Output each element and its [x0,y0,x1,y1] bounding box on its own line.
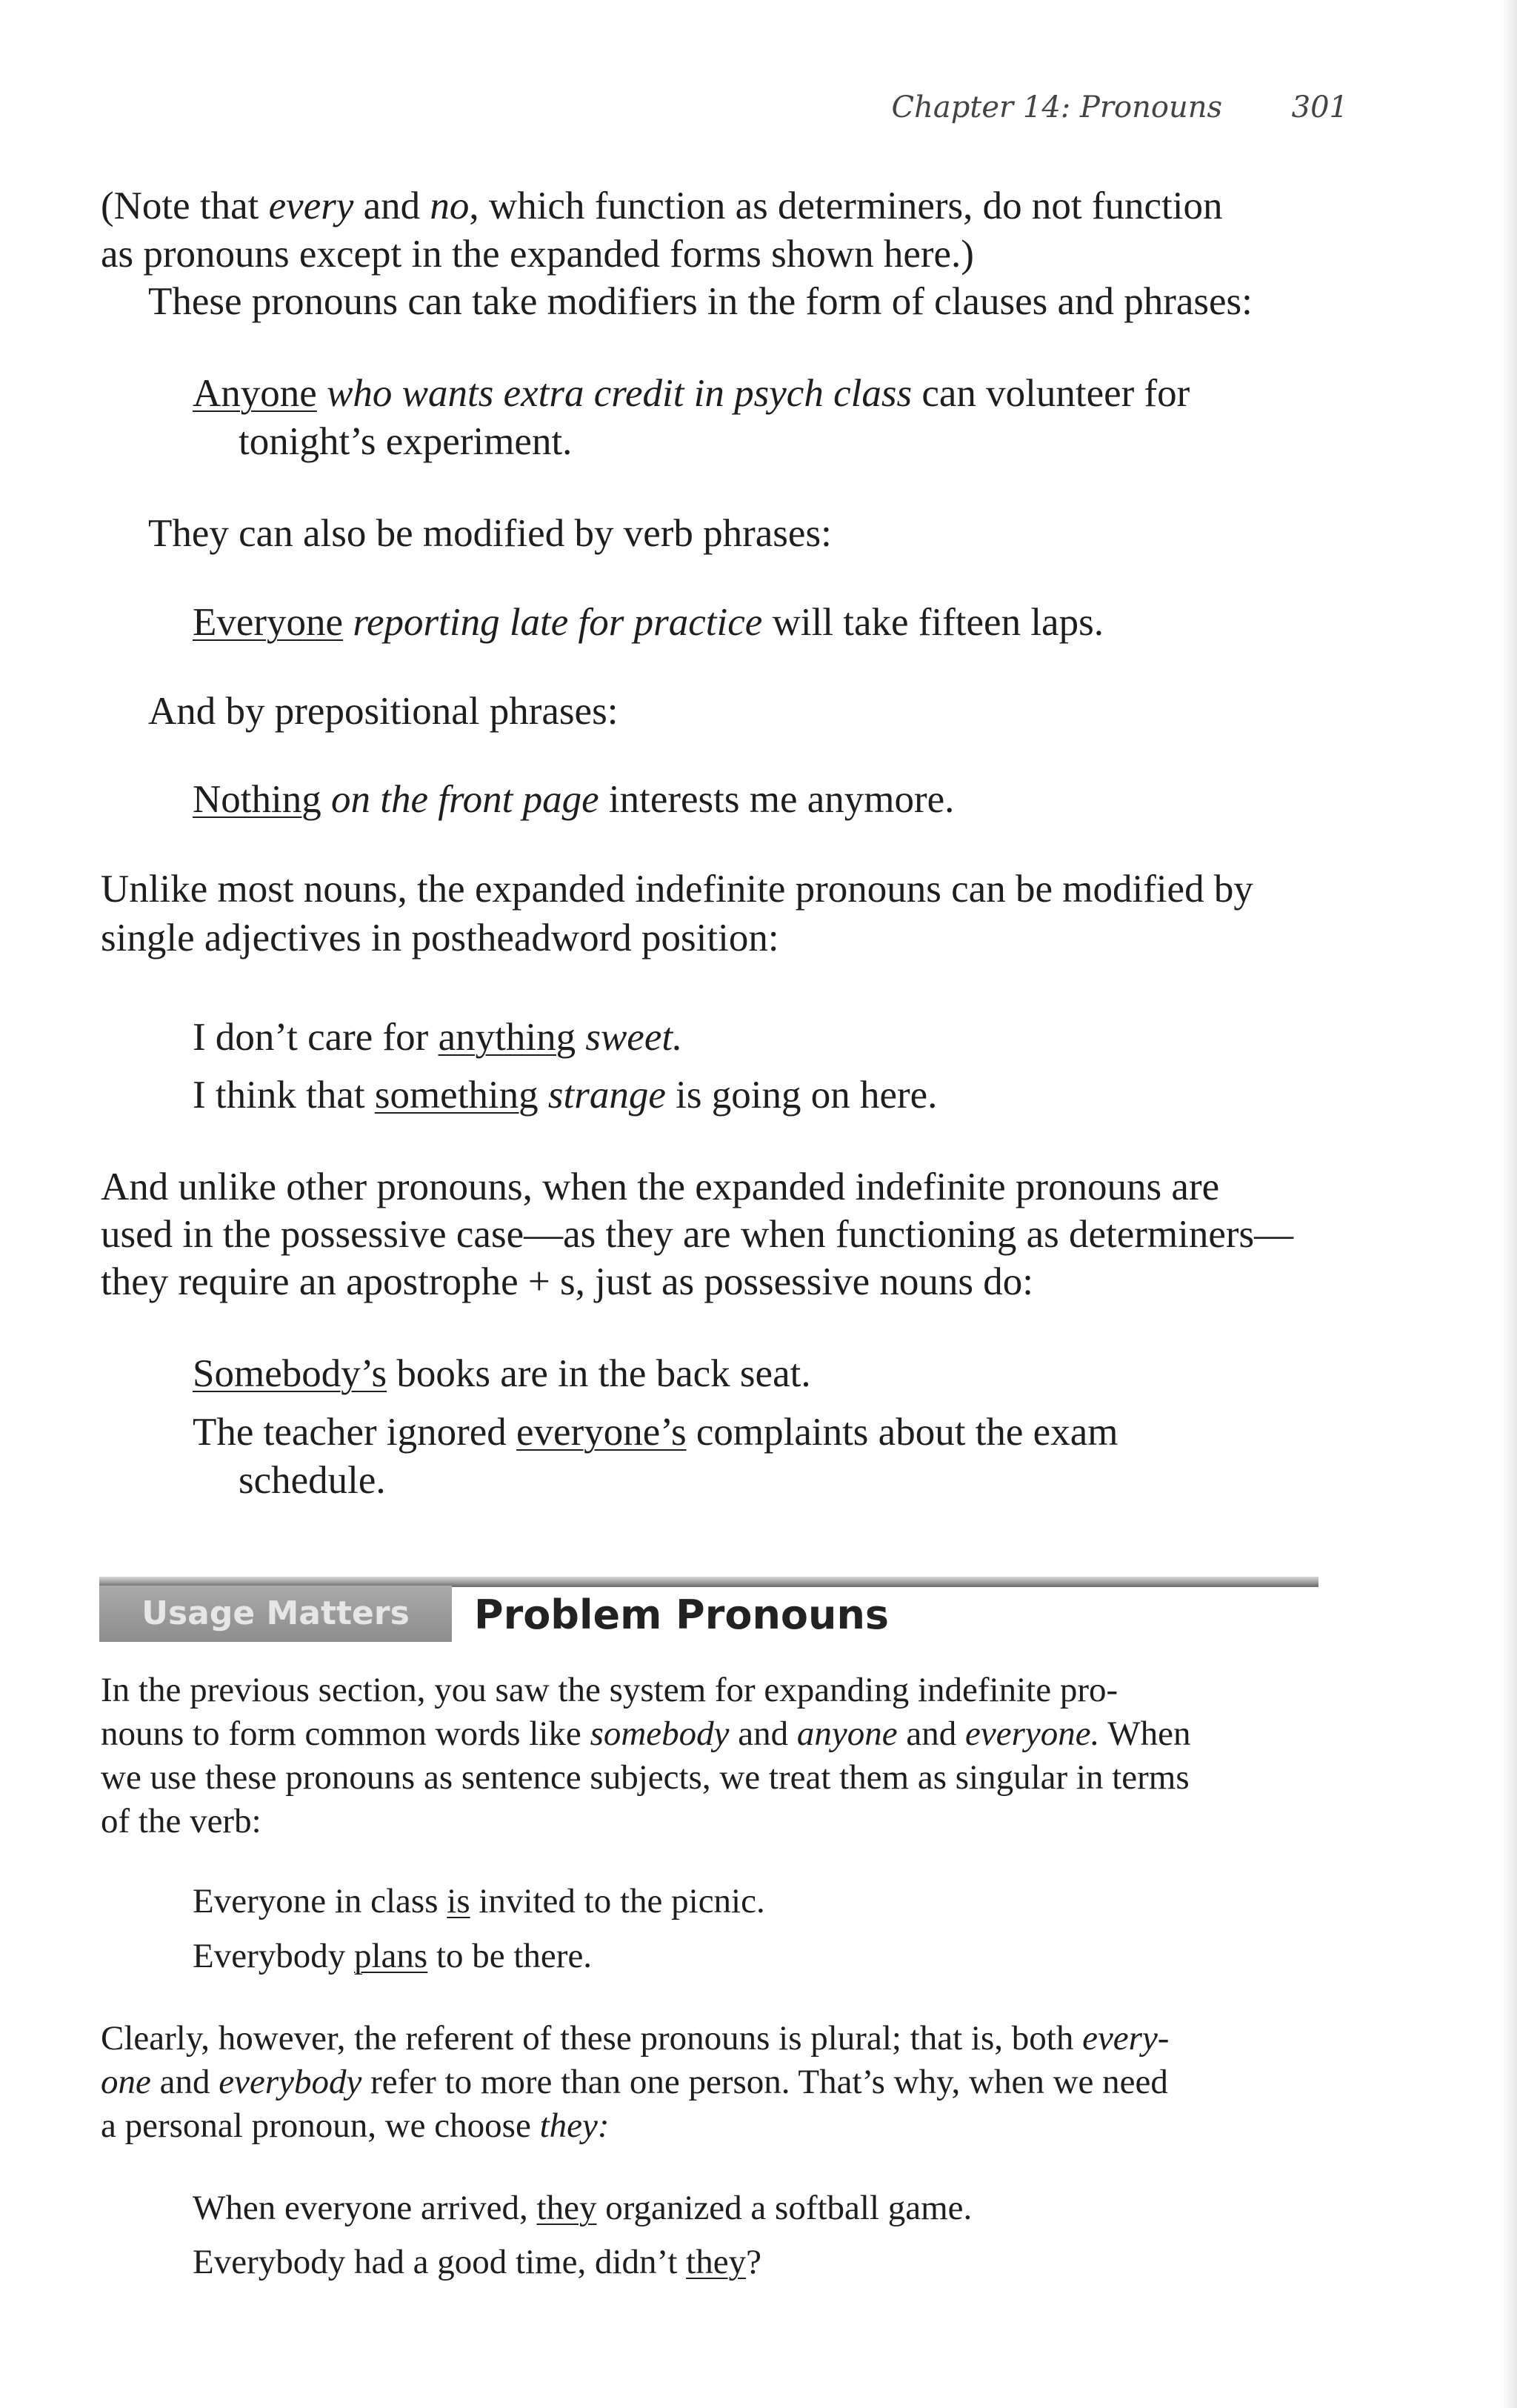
example-sentence: Everyone in class is invited to the picnic. [193,1882,765,1920]
paragraph-line: They can also be modified by verb phrases: [148,512,832,555]
example-sentence: Everyone reporting late for practice will take fifteen laps. [193,601,1104,644]
page-number: 301 [1291,90,1348,124]
paragraph-line: Unlike most nouns, the expanded indefinite pronouns can be modified by [101,868,1253,911]
paragraph-line: as pronouns except in the expanded forms shown here.) [101,233,974,276]
paragraph-line: And by prepositional phrases: [148,690,619,733]
example-sentence: When everyone arrived, they organized a softball game. [193,2189,973,2227]
paragraph-line: In the previous section, you saw the system for expanding indefinite pro- [101,1671,1118,1709]
chapter-title: Chapter 14: Pronouns [891,90,1222,124]
example-sentence: Everybody had a good time, didn’t they? [193,2243,761,2281]
paragraph-line: These pronouns can take modifiers in the form of clauses and phrases: [148,280,1253,323]
example-sentence: The teacher ignored everyone’s complaints about the exam [193,1411,1118,1454]
paragraph-line: And unlike other pronouns, when the expanded indefinite pronouns are [101,1165,1220,1208]
paragraph-line: one and everybody refer to more than one person. That’s why, when we need [101,2063,1168,2101]
example-sentence: I think that something strange is going on here. [193,1074,938,1117]
paragraph-line: single adjectives in postheadword position: [101,917,779,959]
paragraph-line: used in the possessive case—as they are when functioning as determiners— [101,1213,1294,1256]
section-title: Problem Pronouns [474,1592,890,1638]
usage-matters-tag: Usage Matters [99,1586,452,1642]
example-sentence: schedule. [239,1459,386,1502]
example-sentence: Anyone who wants extra credit in psych class can volunteer for [193,372,1190,415]
paragraph-line: they require an apostrophe + s, just as possessive nouns do: [101,1260,1034,1303]
example-sentence: Nothing on the front page interests me anymore. [193,778,955,821]
running-header [800,90,1348,135]
paragraph-line: of the verb: [101,1802,261,1840]
paragraph-line: Clearly, however, the referent of these pronouns is plural; that is, both every- [101,2019,1170,2058]
example-sentence: I don’t care for anything sweet. [193,1016,683,1059]
example-sentence: tonight’s experiment. [239,420,573,463]
paragraph-line: (Note that every and no, which function as determiners, do not function [101,184,1223,227]
paragraph-line: a personal pronoun, we choose they: [101,2106,610,2145]
paragraph-line: nouns to form common words like somebody and anyone and everyone. When [101,1714,1191,1753]
example-sentence: Somebody’s books are in the back seat. [193,1352,811,1395]
example-sentence: Everybody plans to be there. [193,1937,593,1975]
paragraph-line: we use these pronouns as sentence subjects, we treat them as singular in terms [101,1758,1190,1797]
page-edge-shadow [1504,0,1517,2408]
